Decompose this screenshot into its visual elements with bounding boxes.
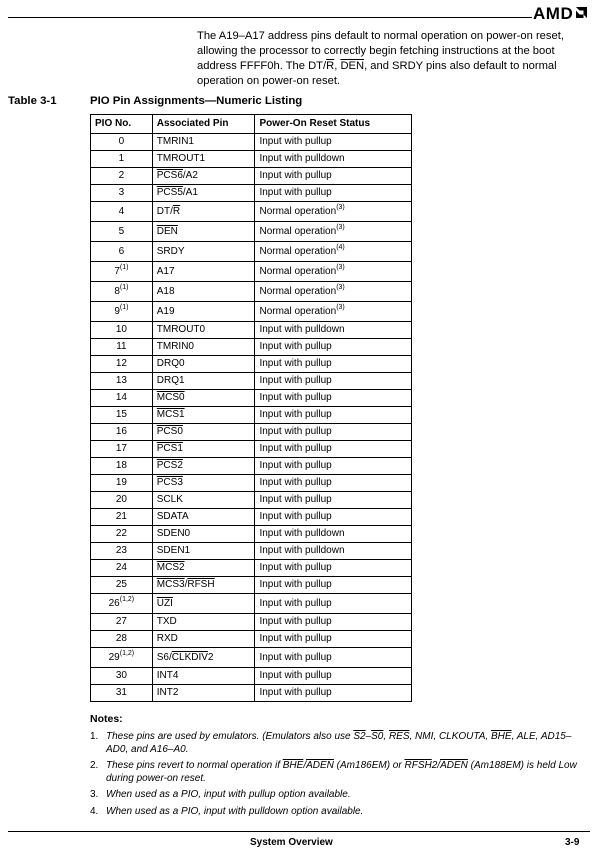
- note-text-part: ADEN: [440, 760, 468, 771]
- cell-associated-pin: [152, 594, 255, 614]
- cell-reset-status: [255, 648, 412, 668]
- note-text-part: /: [303, 760, 307, 771]
- reset-status-text: Input with pullup: [259, 392, 332, 403]
- reset-status-text: Input with pulldown: [259, 324, 345, 335]
- reset-status-text: Input with pullup: [259, 598, 332, 609]
- cell-pio-no: [91, 134, 153, 151]
- pio-table: [90, 114, 412, 702]
- pio-number: 22: [115, 528, 127, 539]
- table-row: [91, 407, 412, 424]
- pio-number: 3: [118, 187, 125, 198]
- note-text-part: , NMI, CLKOUTA,: [409, 731, 491, 742]
- table-row: [91, 390, 412, 407]
- notes-list: [90, 731, 590, 822]
- header-pio-no: PIO No.: [91, 115, 153, 134]
- cell-pio-no: [91, 222, 153, 242]
- intro-text-4: $\overline{DEN}$: [340, 60, 365, 72]
- pio-number: 0: [118, 136, 125, 147]
- cell-associated-pin: [152, 390, 255, 407]
- cell-associated-pin: [152, 339, 255, 356]
- header-associated-pin: Associated Pin: [152, 115, 255, 134]
- pin-name-part: DT/: [156, 206, 173, 217]
- pin-name-part: TMROUT1: [156, 153, 206, 164]
- reset-status-text: Input with pullup: [259, 633, 332, 644]
- cell-pio-no: [91, 424, 153, 441]
- note-item: [90, 789, 590, 802]
- pin-name-part: S6/: [156, 652, 172, 663]
- table-row: [91, 356, 412, 373]
- table-row: [91, 424, 412, 441]
- note-text-part: 2/: [431, 760, 441, 771]
- reset-status-text: Input with pullup: [259, 375, 332, 386]
- pin-name-part: INT2: [156, 687, 179, 698]
- note-number: 4.: [90, 805, 99, 817]
- cell-reset-status: [255, 373, 412, 390]
- cell-associated-pin: [152, 614, 255, 631]
- cell-pio-no: [91, 441, 153, 458]
- table-row: [91, 492, 412, 509]
- cell-associated-pin: [152, 356, 255, 373]
- reset-status-text: Input with pullup: [259, 579, 332, 590]
- cell-reset-status: [255, 262, 412, 282]
- table-row: [91, 648, 412, 668]
- note-text-part: ADEN: [306, 760, 334, 771]
- status-footnote-ref: (3): [336, 284, 345, 291]
- pin-name-part: TXD: [156, 616, 177, 627]
- reset-status-text: Input with pullup: [259, 460, 332, 471]
- pin-name-part: TMRIN0: [156, 341, 194, 352]
- header-rule: [8, 17, 532, 18]
- cell-reset-status: [255, 242, 412, 262]
- pin-name-part: A17: [156, 266, 175, 277]
- pio-number: 29: [108, 652, 120, 663]
- intro-text-5: , and SRDY pins also default to normal operation on power-on reset.: [197, 60, 557, 87]
- cell-reset-status: [255, 185, 412, 202]
- note-text-part: S2: [353, 731, 366, 742]
- amd-logo-text: AMD: [533, 4, 574, 23]
- cell-pio-no: [91, 543, 153, 560]
- table-row: [91, 543, 412, 560]
- pio-number: 17: [115, 443, 127, 454]
- cell-pio-no: [91, 151, 153, 168]
- table-row: [91, 668, 412, 685]
- note-number: 2.: [90, 760, 99, 771]
- cell-reset-status: [255, 202, 412, 222]
- cell-associated-pin: [152, 151, 255, 168]
- note-text-part: $\overline{BHE}$: [282, 760, 304, 771]
- cell-associated-pin: [152, 185, 255, 202]
- cell-pio-no: [91, 356, 153, 373]
- table-row: [91, 560, 412, 577]
- table-row: [91, 262, 412, 282]
- pio-number: 31: [115, 687, 127, 698]
- cell-reset-status: [255, 685, 412, 702]
- cell-associated-pin: [152, 202, 255, 222]
- cell-reset-status: [255, 543, 412, 560]
- pio-footnote-ref: (1,2): [119, 596, 135, 603]
- pin-name-part: CLKDIV: [171, 652, 208, 663]
- cell-associated-pin: [152, 668, 255, 685]
- pio-number: 25: [115, 579, 127, 590]
- cell-associated-pin: [152, 407, 255, 424]
- cell-associated-pin: [152, 492, 255, 509]
- cell-reset-status: [255, 509, 412, 526]
- cell-reset-status: [255, 560, 412, 577]
- pio-footnote-ref: (1): [119, 264, 129, 271]
- pin-name-part: 2: [207, 652, 214, 663]
- note-item: [90, 731, 590, 756]
- cell-reset-status: [255, 475, 412, 492]
- status-footnote-ref: (4): [336, 244, 345, 251]
- pio-number: 18: [115, 460, 127, 471]
- pin-name-part: /A1: [182, 187, 198, 198]
- pio-number: 7: [114, 266, 120, 277]
- pio-number: 1: [118, 153, 125, 164]
- reset-status-text: Input with pullup: [259, 409, 332, 420]
- note-text-part: These pins revert to normal operation if: [106, 760, 283, 771]
- pin-name-part: PCS3: [156, 477, 183, 488]
- note-item: [90, 806, 590, 819]
- pio-number: 28: [115, 633, 127, 644]
- pio-number: 6: [118, 246, 125, 257]
- pin-name-part: SCLK: [156, 494, 183, 505]
- cell-pio-no: [91, 685, 153, 702]
- cell-associated-pin: [152, 134, 255, 151]
- cell-associated-pin: [152, 577, 255, 594]
- intro-text-2: $\overline{R}$: [326, 60, 335, 72]
- header-reset-status: Power-On Reset Status: [255, 115, 412, 134]
- table-row: [91, 134, 412, 151]
- table-row: [91, 222, 412, 242]
- table-row: [91, 373, 412, 390]
- reset-status-text: Normal operation: [259, 266, 337, 277]
- table-row: [91, 526, 412, 543]
- pio-number: 8: [114, 286, 120, 297]
- cell-reset-status: [255, 390, 412, 407]
- cell-reset-status: [255, 594, 412, 614]
- cell-associated-pin: [152, 282, 255, 302]
- table-row: [91, 509, 412, 526]
- reset-status-text: Input with pullup: [259, 358, 332, 369]
- table-row: [91, 577, 412, 594]
- table-row: [91, 475, 412, 492]
- pin-name-part: MCS0: [156, 392, 185, 403]
- cell-associated-pin: [152, 242, 255, 262]
- cell-reset-status: [255, 302, 412, 322]
- pin-name-part: MCS3: [156, 579, 185, 590]
- cell-associated-pin: [152, 560, 255, 577]
- cell-pio-no: [91, 339, 153, 356]
- cell-pio-no: [91, 648, 153, 668]
- pio-number: 23: [115, 545, 127, 556]
- note-text-part: $\overline{BHE}$: [491, 731, 512, 742]
- status-footnote-ref: (3): [336, 224, 345, 231]
- footer-title: System Overview: [250, 837, 333, 848]
- note-number: 1.: [90, 731, 99, 742]
- note-text-part: When used as a PIO, input with pullup option available.: [106, 789, 351, 800]
- table-row: [91, 594, 412, 614]
- pin-name-part: INT4: [156, 670, 179, 681]
- cell-associated-pin: [152, 475, 255, 492]
- note-text-part: –: [365, 731, 372, 742]
- intro-paragraph: [197, 29, 589, 89]
- table-row: [91, 614, 412, 631]
- cell-pio-no: [91, 631, 153, 648]
- pio-number: 14: [115, 392, 127, 403]
- pin-name-part: PCS1: [156, 443, 183, 454]
- pin-name-part: /: [184, 579, 188, 590]
- cell-associated-pin: [152, 322, 255, 339]
- table-row: [91, 458, 412, 475]
- cell-associated-pin: [152, 543, 255, 560]
- cell-reset-status: [255, 424, 412, 441]
- pin-name-part: PCS0: [156, 426, 183, 437]
- reset-status-text: Input with pullup: [259, 511, 332, 522]
- cell-reset-status: [255, 492, 412, 509]
- pin-name-part: DRQ0: [156, 358, 185, 369]
- cell-pio-no: [91, 262, 153, 282]
- cell-associated-pin: [152, 222, 255, 242]
- pin-name-part: RFSH: [187, 579, 215, 590]
- pio-footnote-ref: (1): [119, 304, 129, 311]
- pio-number: 16: [115, 426, 127, 437]
- table-row: [91, 441, 412, 458]
- cell-reset-status: [255, 458, 412, 475]
- cell-associated-pin: [152, 262, 255, 282]
- cell-pio-no: [91, 242, 153, 262]
- note-number: 3.: [90, 789, 99, 800]
- cell-pio-no: [91, 594, 153, 614]
- cell-associated-pin: [152, 648, 255, 668]
- pio-number: 11: [116, 341, 127, 352]
- note-text-part: (Am186EM) or: [333, 760, 405, 771]
- reset-status-text: Input with pullup: [259, 562, 332, 573]
- status-footnote-ref: (3): [336, 204, 345, 211]
- pin-name-part: MCS1: [156, 409, 185, 420]
- pio-number: 15: [115, 409, 127, 420]
- reset-status-text: Input with pullup: [259, 187, 332, 198]
- cell-associated-pin: [152, 526, 255, 543]
- cell-reset-status: [255, 322, 412, 339]
- cell-associated-pin: [152, 685, 255, 702]
- cell-pio-no: [91, 509, 153, 526]
- pin-name-part: PCS6: [156, 170, 183, 181]
- pin-name-part: SRDY: [156, 246, 185, 257]
- cell-associated-pin: [152, 458, 255, 475]
- table-body: [91, 134, 412, 702]
- pin-name-part: $\overline{UZI}$: [156, 598, 173, 609]
- status-footnote-ref: (3): [336, 264, 345, 271]
- table-row: [91, 168, 412, 185]
- reset-status-text: Normal operation: [259, 226, 337, 237]
- reset-status-text: Normal operation: [259, 306, 337, 317]
- cell-pio-no: [91, 373, 153, 390]
- pin-name-part: SDEN0: [156, 528, 191, 539]
- note-text-part: RFSH: [404, 760, 432, 771]
- cell-pio-no: [91, 577, 153, 594]
- pio-number: 4: [118, 206, 125, 217]
- pin-name-part: TMRIN1: [156, 136, 194, 147]
- pio-footnote-ref: (1,2): [119, 650, 135, 657]
- pio-number: 27: [115, 616, 127, 627]
- table-row: [91, 322, 412, 339]
- table-row: [91, 339, 412, 356]
- cell-reset-status: [255, 614, 412, 631]
- cell-pio-no: [91, 458, 153, 475]
- reset-status-text: Input with pullup: [259, 652, 332, 663]
- reset-status-text: Input with pulldown: [259, 153, 345, 164]
- cell-reset-status: [255, 526, 412, 543]
- cell-reset-status: [255, 339, 412, 356]
- pin-name-part: SDEN1: [156, 545, 191, 556]
- table-row: [91, 685, 412, 702]
- reset-status-text: Input with pullup: [259, 443, 332, 454]
- cell-pio-no: [91, 202, 153, 222]
- pin-name-part: /A2: [182, 170, 198, 181]
- cell-pio-no: [91, 668, 153, 685]
- pio-number: 19: [115, 477, 127, 488]
- cell-associated-pin: [152, 509, 255, 526]
- pio-number: 5: [118, 226, 125, 237]
- notes-title: Notes:: [90, 713, 123, 725]
- cell-associated-pin: [152, 302, 255, 322]
- amd-arrow-icon: [575, 6, 588, 19]
- pio-number: 9: [114, 306, 120, 317]
- cell-associated-pin: [152, 424, 255, 441]
- pio-number: 12: [115, 358, 127, 369]
- cell-pio-no: [91, 185, 153, 202]
- cell-pio-no: [91, 492, 153, 509]
- cell-pio-no: [91, 407, 153, 424]
- reset-status-text: Input with pullup: [259, 687, 332, 698]
- cell-reset-status: [255, 134, 412, 151]
- cell-pio-no: [91, 560, 153, 577]
- cell-reset-status: [255, 282, 412, 302]
- pin-name-part: TMROUT0: [156, 324, 206, 335]
- cell-associated-pin: [152, 441, 255, 458]
- note-text-part: ,: [383, 731, 389, 742]
- reset-status-text: Normal operation: [259, 206, 337, 217]
- pio-number: 10: [115, 324, 127, 335]
- pio-number: 13: [115, 375, 127, 386]
- cell-reset-status: [255, 441, 412, 458]
- note-text-part: $\overline{RES}$: [388, 731, 410, 742]
- reset-status-text: Input with pulldown: [259, 545, 345, 556]
- cell-pio-no: [91, 475, 153, 492]
- pin-name-part: A19: [156, 306, 175, 317]
- pin-name-part: SDATA: [156, 511, 189, 522]
- reset-status-text: Input with pullup: [259, 477, 332, 488]
- pio-footnote-ref: (1): [119, 284, 129, 291]
- cell-pio-no: [91, 526, 153, 543]
- table-row: [91, 631, 412, 648]
- table-row: [91, 242, 412, 262]
- pio-number: 20: [115, 494, 127, 505]
- cell-reset-status: [255, 168, 412, 185]
- table-row: [91, 151, 412, 168]
- note-text-part: S0: [371, 731, 384, 742]
- table-row: [91, 185, 412, 202]
- pio-number: 2: [118, 170, 125, 181]
- reset-status-text: Input with pullup: [259, 616, 332, 627]
- note-text-part: , ALE, AD15–AD0, and A16–A0.: [106, 731, 572, 755]
- pin-name-part: RXD: [156, 633, 178, 644]
- table-row: [91, 282, 412, 302]
- reset-status-text: Input with pullup: [259, 426, 332, 437]
- pin-name-part: A18: [156, 286, 175, 297]
- cell-reset-status: [255, 356, 412, 373]
- pin-name-part: $\overline{R}$: [172, 206, 181, 217]
- cell-reset-status: [255, 407, 412, 424]
- pin-name-part: MCS2: [156, 562, 185, 573]
- table-label: Table 3-1: [8, 95, 57, 107]
- reset-status-text: Input with pullup: [259, 494, 332, 505]
- cell-pio-no: [91, 390, 153, 407]
- reset-status-text: Normal operation: [259, 286, 337, 297]
- cell-associated-pin: [152, 631, 255, 648]
- reset-status-text: Normal operation: [259, 246, 337, 257]
- cell-reset-status: [255, 668, 412, 685]
- intro-text-1: The A19–A17 address pins default to normal operation on power-on reset, allowing the processor to correctly begin fetching instructions at the boot address FFFF0h. The DT/: [197, 30, 564, 72]
- pio-number: 21: [115, 511, 127, 522]
- note-text-part: When used as a PIO, input with pulldown option available.: [106, 805, 364, 817]
- cell-reset-status: [255, 631, 412, 648]
- cell-reset-status: [255, 222, 412, 242]
- pin-name-part: $\overline{DEN}$: [156, 226, 178, 237]
- pio-number: 30: [115, 670, 127, 681]
- reset-status-text: Input with pullup: [259, 170, 332, 181]
- status-footnote-ref: (3): [336, 304, 345, 311]
- cell-pio-no: [91, 302, 153, 322]
- cell-pio-no: [91, 614, 153, 631]
- reset-status-text: Input with pullup: [259, 341, 332, 352]
- table-row: [91, 202, 412, 222]
- cell-pio-no: [91, 322, 153, 339]
- intro-text-3: ,: [334, 60, 341, 72]
- note-text-part: (Am188EM) is held Low during power-on reset.: [106, 760, 577, 784]
- pin-name-part: DRQ1: [156, 375, 185, 386]
- reset-status-text: Input with pullup: [259, 136, 332, 147]
- cell-associated-pin: [152, 373, 255, 390]
- table-row: [91, 302, 412, 322]
- reset-status-text: Input with pullup: [259, 670, 332, 681]
- pin-name-part: PCS2: [156, 460, 183, 471]
- table-title: PIO Pin Assignments—Numeric Listing: [90, 95, 303, 107]
- cell-pio-no: [91, 168, 153, 185]
- cell-reset-status: [255, 151, 412, 168]
- cell-pio-no: [91, 282, 153, 302]
- reset-status-text: Input with pulldown: [259, 528, 345, 539]
- table-header-row: [91, 115, 412, 134]
- cell-associated-pin: [152, 168, 255, 185]
- pio-number: 24: [115, 562, 127, 573]
- note-text-part: These pins are used by emulators. (Emulators also use: [106, 731, 354, 742]
- footer-rule: [8, 831, 590, 832]
- pin-name-part: PCS5: [156, 187, 183, 198]
- note-item: [90, 760, 590, 785]
- cell-reset-status: [255, 577, 412, 594]
- page-number: 3-9: [565, 837, 580, 848]
- pio-number: 26: [108, 598, 120, 609]
